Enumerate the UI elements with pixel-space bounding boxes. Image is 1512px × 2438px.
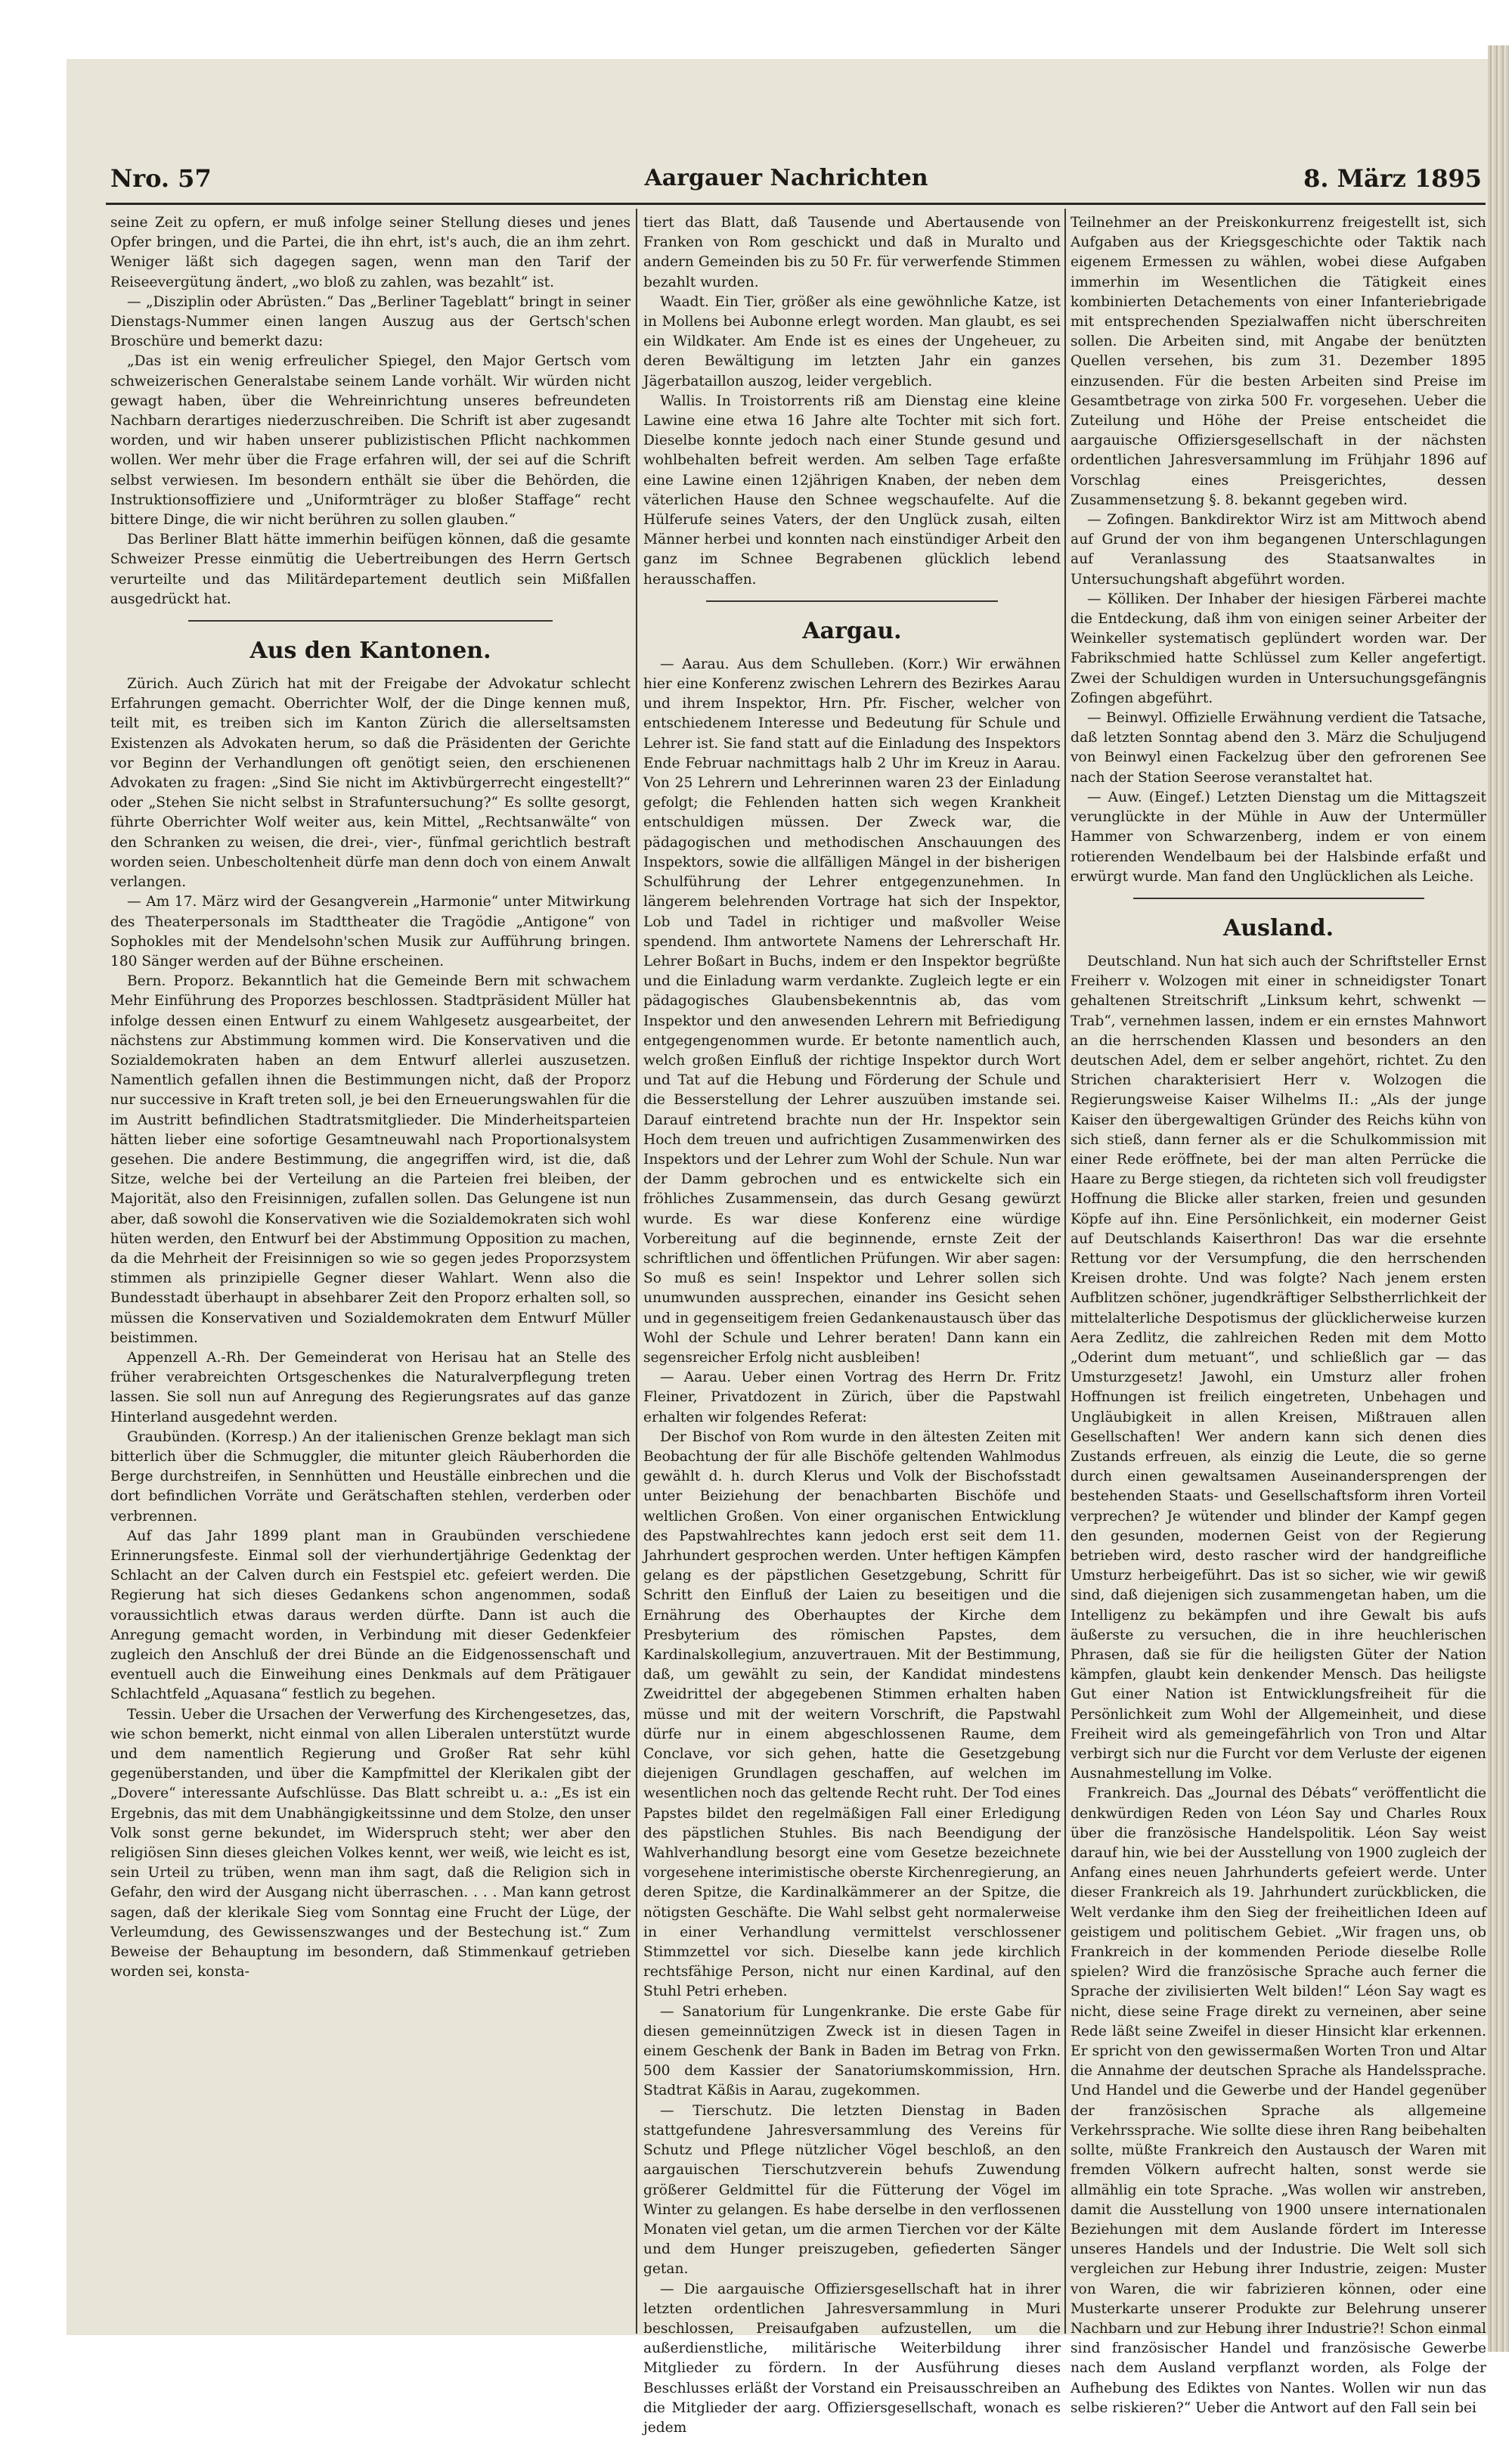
issue-date: 8. März 1895	[1303, 164, 1482, 193]
section-heading: Aus den Kantonen.	[249, 637, 491, 665]
section-heading: Aargau.	[802, 617, 902, 644]
paragraph: — „Disziplin oder Abrüsten.“ Das „Berliner Tageblatt“ bringt in seiner Dienstags-Nummer einen langen Auszug aus der Gertsch'schen Broschüre und bemerkt dazu:	[110, 293, 631, 350]
issue-number: Nro. 57	[110, 164, 212, 193]
section-rule	[1133, 898, 1424, 899]
paragraph: Teilnehmer an der Preiskonkurrenz freigestellt ist, sich Aufgaben aus der Kriegsgeschichte oder Taktik nach eigenem Ermessen zu wählen, wobei diese Aufgaben immerhin im Wesentlichen die Tätigkeit eines kombinierten Detachements von einer Infanteriebrigade mit entsprechenden Spezialwaffen nicht überschreiten sollen. Die Arbeiten sind, mit Angabe der benützten Quellen versehen, bis zum 31. Dezember 1895 einzusenden. Für die besten Arbeiten sind Preise im Gesamtbetrage von zirka 500 Fr. vorgesehen. Ueber die Zuteilung und Höhe der Preise entscheidet die aargauische Offiziersgesellschaft in der nächsten ordentlichen Jahresversammlung im Frühjahr 1896 auf Vorschlag eines Preisgerichtes, dessen Zusammensetzung §. 8. bekannt gegeben wird.	[1070, 215, 1486, 508]
paragraph: Tessin. Ueber die Ursachen der Verwerfung des Kirchengesetzes, das, wie schon bemerkt, nicht einmal von allen Liberalen unterstützt wurde und dem namentlich Regierung und Großer Rat sehr kühl gegenüberstanden, und über die Kampfmittel der Klerikalen gibt der „Dovere“ interessante Aufschlüsse. Das Blatt schreibt u. a.: „Es ist ein Ergebnis, das mit dem Unabhängigkeitssinne und dem Stolze, den unser Volk sonst gerne bekundet, im Widerspruch steht; wer aber den religiösen Sinn dieses gleichen Volkes kennt, wer weiß, wie leicht es ist, sein Urteil zu trüben, wenn man ihm sagt, daß die Religion sich in Gefahr, den wird der Ausgang nicht überraschen. . . . Man kann getrost sagen, daß der klerikale Sieg vom Sonntag eine Frucht der Lüge, der Verleumdung, des Gewissenszwanges und der Bestechung ist.“ Zum Beweise der Behauptung im besondern, daß Stimmenkauf getrieben worden sei, konsta-	[110, 1706, 631, 1980]
paragraph: — Beinwyl. Offizielle Erwähnung verdient die Tatsache, daß letzten Sonntag abend den 3. März die Schuljugend von Beinwyl einen Fackelzug über den gefrorenen See nach der Station Seerose veranstaltet hat.	[1070, 710, 1486, 786]
page-edge-stack	[1488, 45, 1509, 2352]
paragraph: — Aarau. Ueber einen Vortrag des Herrn Dr. Fritz Fleiner, Privatdozent in Zürich, über die Papstwahl erhalten wir folgendes Referat:	[643, 1369, 1061, 1425]
paragraph: — Zofingen. Bankdirektor Wirz ist am Mittwoch abend auf Grund der von ihm begangenen Unterschlagungen auf Veranlassung des Staatsanwaltes in Untersuchungshaft abgeführt worden.	[1070, 512, 1486, 588]
paragraph: Auf das Jahr 1899 plant man in Graubünden verschiedene Erinnerungsfeste. Einmal soll der vierhundertjährige Gedenktag der Schlacht an der Calven durch ein Festspiel etc. gefeiert werden. Die Regierung hat sich dieses Gedankens schon angenommen, sodaß voraussichtlich etwas daraus werden dürfte. Dann ist auch die Anregung gemacht worden, in Verbindung mit dieser Gedenkfeier zugleich den Anschluß der drei Bünde an die Eidgenossenschaft und eventuell auch die Einweihung eines Denkmals auf dem Prätigauer Schlachtfeld „Aquasana“ festlich zu begehen.	[110, 1528, 631, 1703]
paragraph: Wallis. In Troistorrents riß am Dienstag eine kleine Lawine eine etwa 16 Jahre alte Tochter mit sich fort. Dieselbe konnte jedoch nach einer Stunde gesund und wohlbehalten befreit werden. Am selben Tage erfaßte eine Lawine einen 12jährigen Knaben, der neben dem väterlichen Hause den Schnee wegschaufelte. Auf die Hülferufe seines Vaters, der den Unglück zusah, eilten Männer herbei und konnten nach einstündiger Arbeit den ganz im Schnee Begrabenen glücklich lebend herausschaffen.	[643, 392, 1061, 588]
paragraph: Das Berliner Blatt hätte immerhin beifügen können, daß die gesamte Schweizer Presse einmütig die Uebertreibungen des Herrn Gertsch verurteilte und das Militärdepartement deutlich sein Mißfallen ausgedrückt hat.	[110, 532, 631, 607]
column-middle	[643, 213, 1061, 2436]
paragraph: — Die aargauische Offiziersgesellschaft hat in ihrer letzten ordentlichen Jahresversammlung in Muri beschlossen, Preisaufgaben aufzustellen, um die außerdienstliche, militärische Weiterbildung ihrer Mitglieder zu fördern. In der Ausführung dieses Beschlusses erläßt der Vorstand ein Preisausschreiben an die Mitglieder der aarg. Offiziersgesellschaft, wonach es jedem	[643, 2281, 1061, 2436]
paragraph: Bern. Proporz. Bekanntlich hat die Gemeinde Bern mit schwachem Mehr Einführung des Proporzes beschlossen. Stadtpräsident Müller hat infolge dessen einen Entwurf zu einem Wahlgesetz ausgearbeitet, der nächstens zur Abstimmung kommen wird. Die Konservativen und die Sozialdemokraten haben an dem Entwurf allerlei auszusetzen. Namentlich gefallen ihnen die Bestimmungen nicht, daß der Proporz nur successive in Kraft treten soll, je bei den Erneuerungswahlen für die im Austritt befindlichen Stadtratsmitglieder. Die Minderheitsparteien hätten lieber eine sofortige Gesamtneuwahl nach Proportionalsystem gesehen. Die andere Bestimmung, die angegriffen wird, ist die, daß Sitze, welche bei der Verteilung an die Parteien frei bleiben, der Majorität, also den Freisinnigen, zufallen sollen. Das Gelungene ist nun aber, daß sowohl die Konservativen wie die Sozialdemokraten sich wohl hüten werden, den Entwurf bei der Abstimmung Opposition zu machen, da die Mehrheit der Freisinnigen so wie so gegen jedes Proporzsystem stimmen als prinzipielle Gegner dieser Wahlart. Wenn also die Bundesstadt überhaupt in absehbarer Zeit den Proporz erhalten soll, so müssen die Konservativen und Sozialdemokraten dem Entwurf Müller beistimmen.	[110, 973, 631, 1346]
section-rule	[706, 600, 998, 602]
paragraph: tiert das Blatt, daß Tausende und Abertausende von Franken von Rom geschickt und daß in Muralto und andern Gemeinden bis zu 50 Fr. für verwerfende Stimmen bezahlt wurden.	[643, 215, 1061, 290]
masthead-rule	[106, 203, 1486, 205]
paragraph: Appenzell A.-Rh. Der Gemeinderat von Herisau hat an Stelle des früher verabreichten Ortsgeschenkes die Naturalverpflegung treten lassen. Sie soll nun auf Anregung des Regierungsrates auf das ganze Hinterland ausgedehnt werden.	[110, 1349, 631, 1425]
newspaper-title: Aargauer Nachrichten	[644, 165, 928, 191]
paragraph: — Am 17. März wird der Gesangverein „Harmonie“ unter Mitwirkung des Theaterpersonals im Stadttheater die Tragödie „Antigone“ von Sophokles mit der Mendelsohn'schen Musik zur Aufführung bringen. 180 Sänger werden auf der Bühne erscheinen.	[110, 894, 631, 969]
paragraph: Zürich. Auch Zürich hat mit der Freigabe der Advokatur schlecht Erfahrungen gemacht. Oberrichter Wolf, der die Dinge kennen muß, teilt mit, es treiben sich im Kanton Zürich die allerseltsamsten Existenzen als Advokaten herum, so daß die Präsidenten der Gerichte vor Beginn der Verhandlungen oft genötigt seien, den erschienenen Advokaten zu fragen: „Sind Sie nicht im Aktivbürgerrecht eingestellt?“ oder „Stehen Sie nicht selbst in Strafuntersuchung?“ Es sollte gesorgt, führte Oberrichter Wolf weiter aus, kein Mittel, „Rechtsanwälte“ von den Schranken zu weisen, die drei-, vier-, fünfmal gerichtlich bestraft worden seien. Unbescholtenheit dürfe man denn doch von einem Anwalt verlangen.	[110, 676, 631, 891]
paragraph: „Das ist ein wenig erfreulicher Spiegel, den Major Gertsch vom schweizerischen Generalstabe seinem Lande vorhält. Wir würden nicht gewagt haben, über die Wehreinrichtung unseres befreundeten Nachbarn derartiges niederzuschreiben. Die Schrift ist aber zugesandt worden, und wir haben unserer publizistischen Pflicht nachkommen wollen. Wer mehr über die Frage erfahren will, der sei auf die Schrift selbst verwiesen. Im besondern enthält sie über die Behörden, die Instruktionsoffiziere und „Uniformträger zu bloßer Staffage“ recht bittere Dinge, die wir nicht berühren zu sollen glauben.“	[110, 353, 631, 529]
paragraph: — Aarau. Aus dem Schulleben. (Korr.) Wir erwähnen hier eine Konferenz zwischen Lehrern des Bezirkes Aarau und ihrem Inspektor, Hrn. Pfr. Fischer, welcher von entschiedenem Interesse und Bedeutung für Schule und Lehrer ist. Sie fand statt auf die Einladung des Inspektors Ende Februar nachmittags halb 2 Uhr im Kreuz in Aarau. Von 25 Lehrern und Lehrerinnen waren 23 der Einladung gefolgt; die Fehlenden hatten sich wegen Krankheit entschuldigen müssen. Der Zweck war, die pädagogischen und methodischen Anschauungen des Inspektors, sowie die allfälligen Mängel in der bisherigen Schulführung der Lehrer entgegenzunehmen. In längerem belehrenden Vortrage hat sich der Inspektor, Lob und Tadel in richtiger und maßvoller Weise spendend. Ihm antwortete Namens der Lehrerschaft Hr. Lehrer Boßart in Buchs, indem er den Inspektor begrüßte und die Einladung warm verdankte. Zugleich legte er ein pädagogisches Glaubensbekenntnis ab, das vom Inspektor und den anwesenden Lehrern mit Befriedigung entgegengenommen wurde. Er betonte namentlich auch, welch großen Einfluß der richtige Inspektor durch Wort und Tat auf die Hebung und Förderung der Schule und die Besserstellung der Lehrer auszuüben imstande sei. Darauf eintretend brachte nun der Hr. Inspektor sein Hoch dem treuen und aufrichtigen Zusammenwirken des Inspektors und der Lehrer zum Wohl der Schule. Nun war der Damm gebrochen und es entwickelte sich ein fröhliches Zusammensein, das durch Gesang gewürzt wurde. Es war diese Konferenz eine würdige Vorbereitung auf die beginnende, ernste Zeit der schriftlichen und öffentlichen Prüfungen. Wir aber sagen: So muß es sein! Inspektor und Lehrer sollen sich unumwunden aussprechen, einander ins Gesicht sehen und in gegenseitigem freien Gedankenaustausch über das Wohl der Schule und Lehrer beraten! Dann kann ein segensreicher Erfolg nicht ausbleiben!	[643, 656, 1061, 1366]
column-divider	[636, 209, 637, 2334]
paragraph: seine Zeit zu opfern, er muß infolge seiner Stellung dieses und jenes Opfer bringen, und die Partei, die ihn ehrt, ist's auch, die an ihm zehrt. Weniger läßt sich dagegen sagen, wenn man den Tarif der Reiseevergütung ändert, „wo bloß zu zahlen, was bezahlt“ ist.	[110, 215, 631, 290]
paragraph: Deutschland. Nun hat sich auch der Schriftsteller Ernst Freiherr v. Wolzogen mit einer in schneidigster Tonart gehaltenen Streitschrift „Linksum kehrt, schwenkt — Trab“, vernehmen lassen, indem er ein ernstes Mahnwort an die herrschenden Klassen und besonders an den deutschen Adel, dem er selber angehört, richtet. Zu den Strichen charakterisiert Herr v. Wolzogen die Regierungsweise Kaiser Wilhelms II.: „Als der junge Kaiser den übergewaltigen Gründer des Reichs kühn von sich stieß, dann ferner als er die Schulkommission mit einer Rede eröffnete, bei der man alten Perrücke die Haare zu Berge stiegen, da richteten sich voll freudigster Hoffnung die Blicke aller starken, freien und gesunden Köpfe auf ihn. Eine Persönlichkeit, ein moderner Geist auf Deutschlands Kaiserthron! Das war die ersehnte Rettung vor der Versumpfung, die den herrschenden Kreisen drohte. Und was folgte? Nach jenem ersten Aufblitzen schöner, jugendkräftiger Selbstherrlichkeit der mittelalterliche Despotismus der glücklicherweise kurzen Aera Zedlitz, die zahlreichen Reden mit dem Motto „Oderint dum metuant“, und schließlich gar — das Umsturzgesetz! Jawohl, ein Umsturz aller frohen Hoffnungen ist freilich eingetreten, Unbehagen und Ungläubigkeit in allen Kreisen, Mißtrauen allen Gesellschaften! Wer andern kann sich denen dies Zustands erfreuen, als einzig die Leute, die so gerne durch einen gewaltsamen Auseinandersprengen der bestehenden Staats- und Gesellschaftsform ihren Vorteil verprechen? Je wütender und blinder der Kampf gegen den gesunden, modernen Geist von der Regierung betrieben wird, desto rascher wird der handgreifliche Umsturz herbeigeführt. Das ist so sicher, wie wir gewiß sind, daß diejenigen sich zusammengetan haben, um die Intelligenz zu bekämpfen und ihre Gewalt bis aufs äußerste zu versuchen, die in ihre heuchlerischen Phrasen, daß sie für die heiligsten Güter der Nation kämpfen, glaubt kein denkender Mensch. Das heiligste Gut einer Nation ist Entwicklungsfreiheit für die Persönlichkeit zum Wohl der Allgemeinheit, und diese Freiheit wird als gemeingefährlich von Tron und Altar verbirgt sich nur die Furcht vor dem Verluste der eigenen Ausnahmestellung im Volke.	[1070, 953, 1486, 1782]
section-rule	[188, 620, 553, 622]
paragraph: Der Bischof von Rom wurde in den ältesten Zeiten mit Beobachtung der für alle Bischöfe geltenden Wahlmodus gewählt d. h. durch Klerus und Volk der Bischofsstadt unter Beiziehung der benachbarten Bischöfe und weltlichen Großen. Von einer organischen Entwicklung des Papstwahlrechtes kann jedoch erst seit dem 11. Jahrhundert gesprochen werden. Unter heftigen Kämpfen gelang es der päpstlichen Gesetzgebung, Schritt für Schritt den Einfluß der Laien zu beseitigen und die Ernährung des Oberhauptes der Kirche dem Presbyterium des römischen Papstes, dem Kardinalskollegium, anzuvertrauen. Mit der Bestimmung, daß, um gewählt zu sein, der Kandidat mindestens Zweidrittel der abgegebenen Stimmen erhalten haben müsse und mit der weitern Vorschrift, die Papstwahl dürfe nur in einem abgeschlossenen Raume, dem Conclave, vor sich gehen, hatte die Gesetzgebung diejenigen Grundlagen geschaffen, auf welchen im wesentlichen noch das geltende Recht ruht. Der Tod eines Papstes bildet den regelmäßigen Fall einer Erledigung des päpstlichen Stuhles. Bis nach Beendigung der Wahlverhandlung besorgt eine vom Gesetze bezeichnete vorgesehene interimistische oberste Kirchenregierung, an deren Spitze, die Kardinalkämmerer an der Spitze, die nötigsten Geschäfte. Die Wahl selbst geht normalerweise in einer Verhandlung vermittelst verschlossener Stimmzettel vor sich. Dieselbe kann jede kirchlich rechtsfähige Person, nicht nur einen Kardinal, auf den Stuhl Petri erheben.	[643, 1428, 1061, 2000]
section-heading: Ausland.	[1222, 914, 1334, 941]
paragraph: Frankreich. Das „Journal des Débats“ veröffentlicht die denkwürdigen Reden von Léon Say und Charles Roux über die französische Handelspolitik. Léon Say weist darauf hin, wie bei der Ausstellung von 1900 zugleich der Anfang eines neuen Jahrhunderts gefeiert werde. Unter dieser Frankreich als 19. Jahrhundert zurückblicken, die Welt verdanke ihm den Sieg der freiheitlichen Ideen auf geistigem und politischem Gebiet. „Wir fragen uns, ob Frankreich in der kommenden Periode dieselbe Rolle spielen? Wird die französische Sprache auch ferner die Sprache der zivilisierten Welt bilden!“ Léon Say wagt es nicht, diese seine Frage direkt zu verneinen, aber seine Rede läßt seine Zweifel in dieser Hinsicht klar erkennen. Er spricht von den gewissermaßen Worten Tron und Altar die Annahme der deutschen Sprache als Handelssprache. Und Handel und die Gewerbe und der Handel gegenüber der französischen Sprache als allgemeine Verkehrssprache. Wie sollte diese ihren Rang beibehalten sollte, müßte Frankreich den Austausch der Waren mit fremden Völkern aufrecht halten, sonst werde sie allmählig ein tote Sprache. „Was wollen wir anstreben, damit die Ausstellung von 1900 unsere internationalen Beziehungen mit dem Auslande fördert im Interesse unseres Handels und der Industrie. Die Welt soll sich vergleichen zur Hebung ihrer Industrie, zeigen: Muster von Waren, die wir fabrizieren können, oder eine Musterkarte unserer Produkte zur Belehrung unserer Nachbarn und zur Hebung ihrer Industrie?! Schon einmal sind französischer Handel und französische Gewerbe nach dem Ausland verpflanzt worden, als Folge der Aufhebung des Ediktes von Nantes. Wollen wir nun das selbe riskieren?“ Ueber die Antwort auf den Fall sein bei	[1070, 1785, 1486, 2416]
paragraph: Graubünden. (Korresp.) An der italienischen Grenze beklagt man sich bitterlich über die Schmuggler, die mitunter gleich Räuberhorden die Berge durchstreifen, in Sennhütten und Heuställe einbrechen und die dort befindlichen Vorräte und Gerätschaften stehlen, verderben oder verbrennen.	[110, 1428, 631, 1525]
paragraph: — Tierschutz. Die letzten Dienstag in Baden stattgefundene Jahresversammlung des Vereins für Schutz und Pflege nützlicher Vögel beschloß, an den aargauischen Tierschutzverein behufs Zuwendung größerer Geldmittel für die Fütterung der Vögel im Winter zu gelangen. Es habe derselbe in den verflossenen Monaten viel getan, um die armen Tierchen vor der Kälte und dem Hunger preiszugeben, gefiederten Sänger getan.	[643, 2102, 1061, 2278]
column-left	[110, 213, 631, 2331]
paragraph: Waadt. Ein Tier, größer als eine gewöhnliche Katze, ist in Mollens bei Aubonne erlegt worden. Man glaubt, es sei ein Wildkater. Am Ende ist es eines der Ungeheuer, zu deren Bewältigung im letzten Jahr ein ganzes Jägerbataillon auszog, leider vergeblich.	[643, 293, 1061, 389]
paragraph: — Auw. (Eingef.) Letzten Dienstag um die Mittagszeit verunglückte in der Mühle in Auw der Untermüller Hammer von Schwarzenberg, indem er von einem rotierenden Wendelbaum bei der Halsbinde erfaßt und erwürgt wurde. Man fand den Unglücklichen als Leiche.	[1070, 789, 1486, 885]
column-divider	[1064, 209, 1066, 2334]
column-right	[1070, 213, 1486, 2416]
paragraph: — Kölliken. Der Inhaber der hiesigen Färberei machte die Entdeckung, daß ihm von einigen seiner Arbeiter der Weinkeller systematisch geplündert worden war. Der Fabrikschmied hatte Schlüssel zum Keller angefertigt. Zwei der Schuldigen wurden in Untersuchungsgefängnis Zofingen abgeführt.	[1070, 591, 1486, 706]
paragraph: — Sanatorium für Lungenkranke. Die erste Gabe für diesen gemeinnützigen Zweck ist in diesen Tagen in einem Geschenk der Bank in Baden im Betrag von Frkn. 500 dem Kassier der Sanatoriumskommission, Hrn. Stadtrat Käßis in Aarau, zugekommen.	[643, 2003, 1061, 2099]
